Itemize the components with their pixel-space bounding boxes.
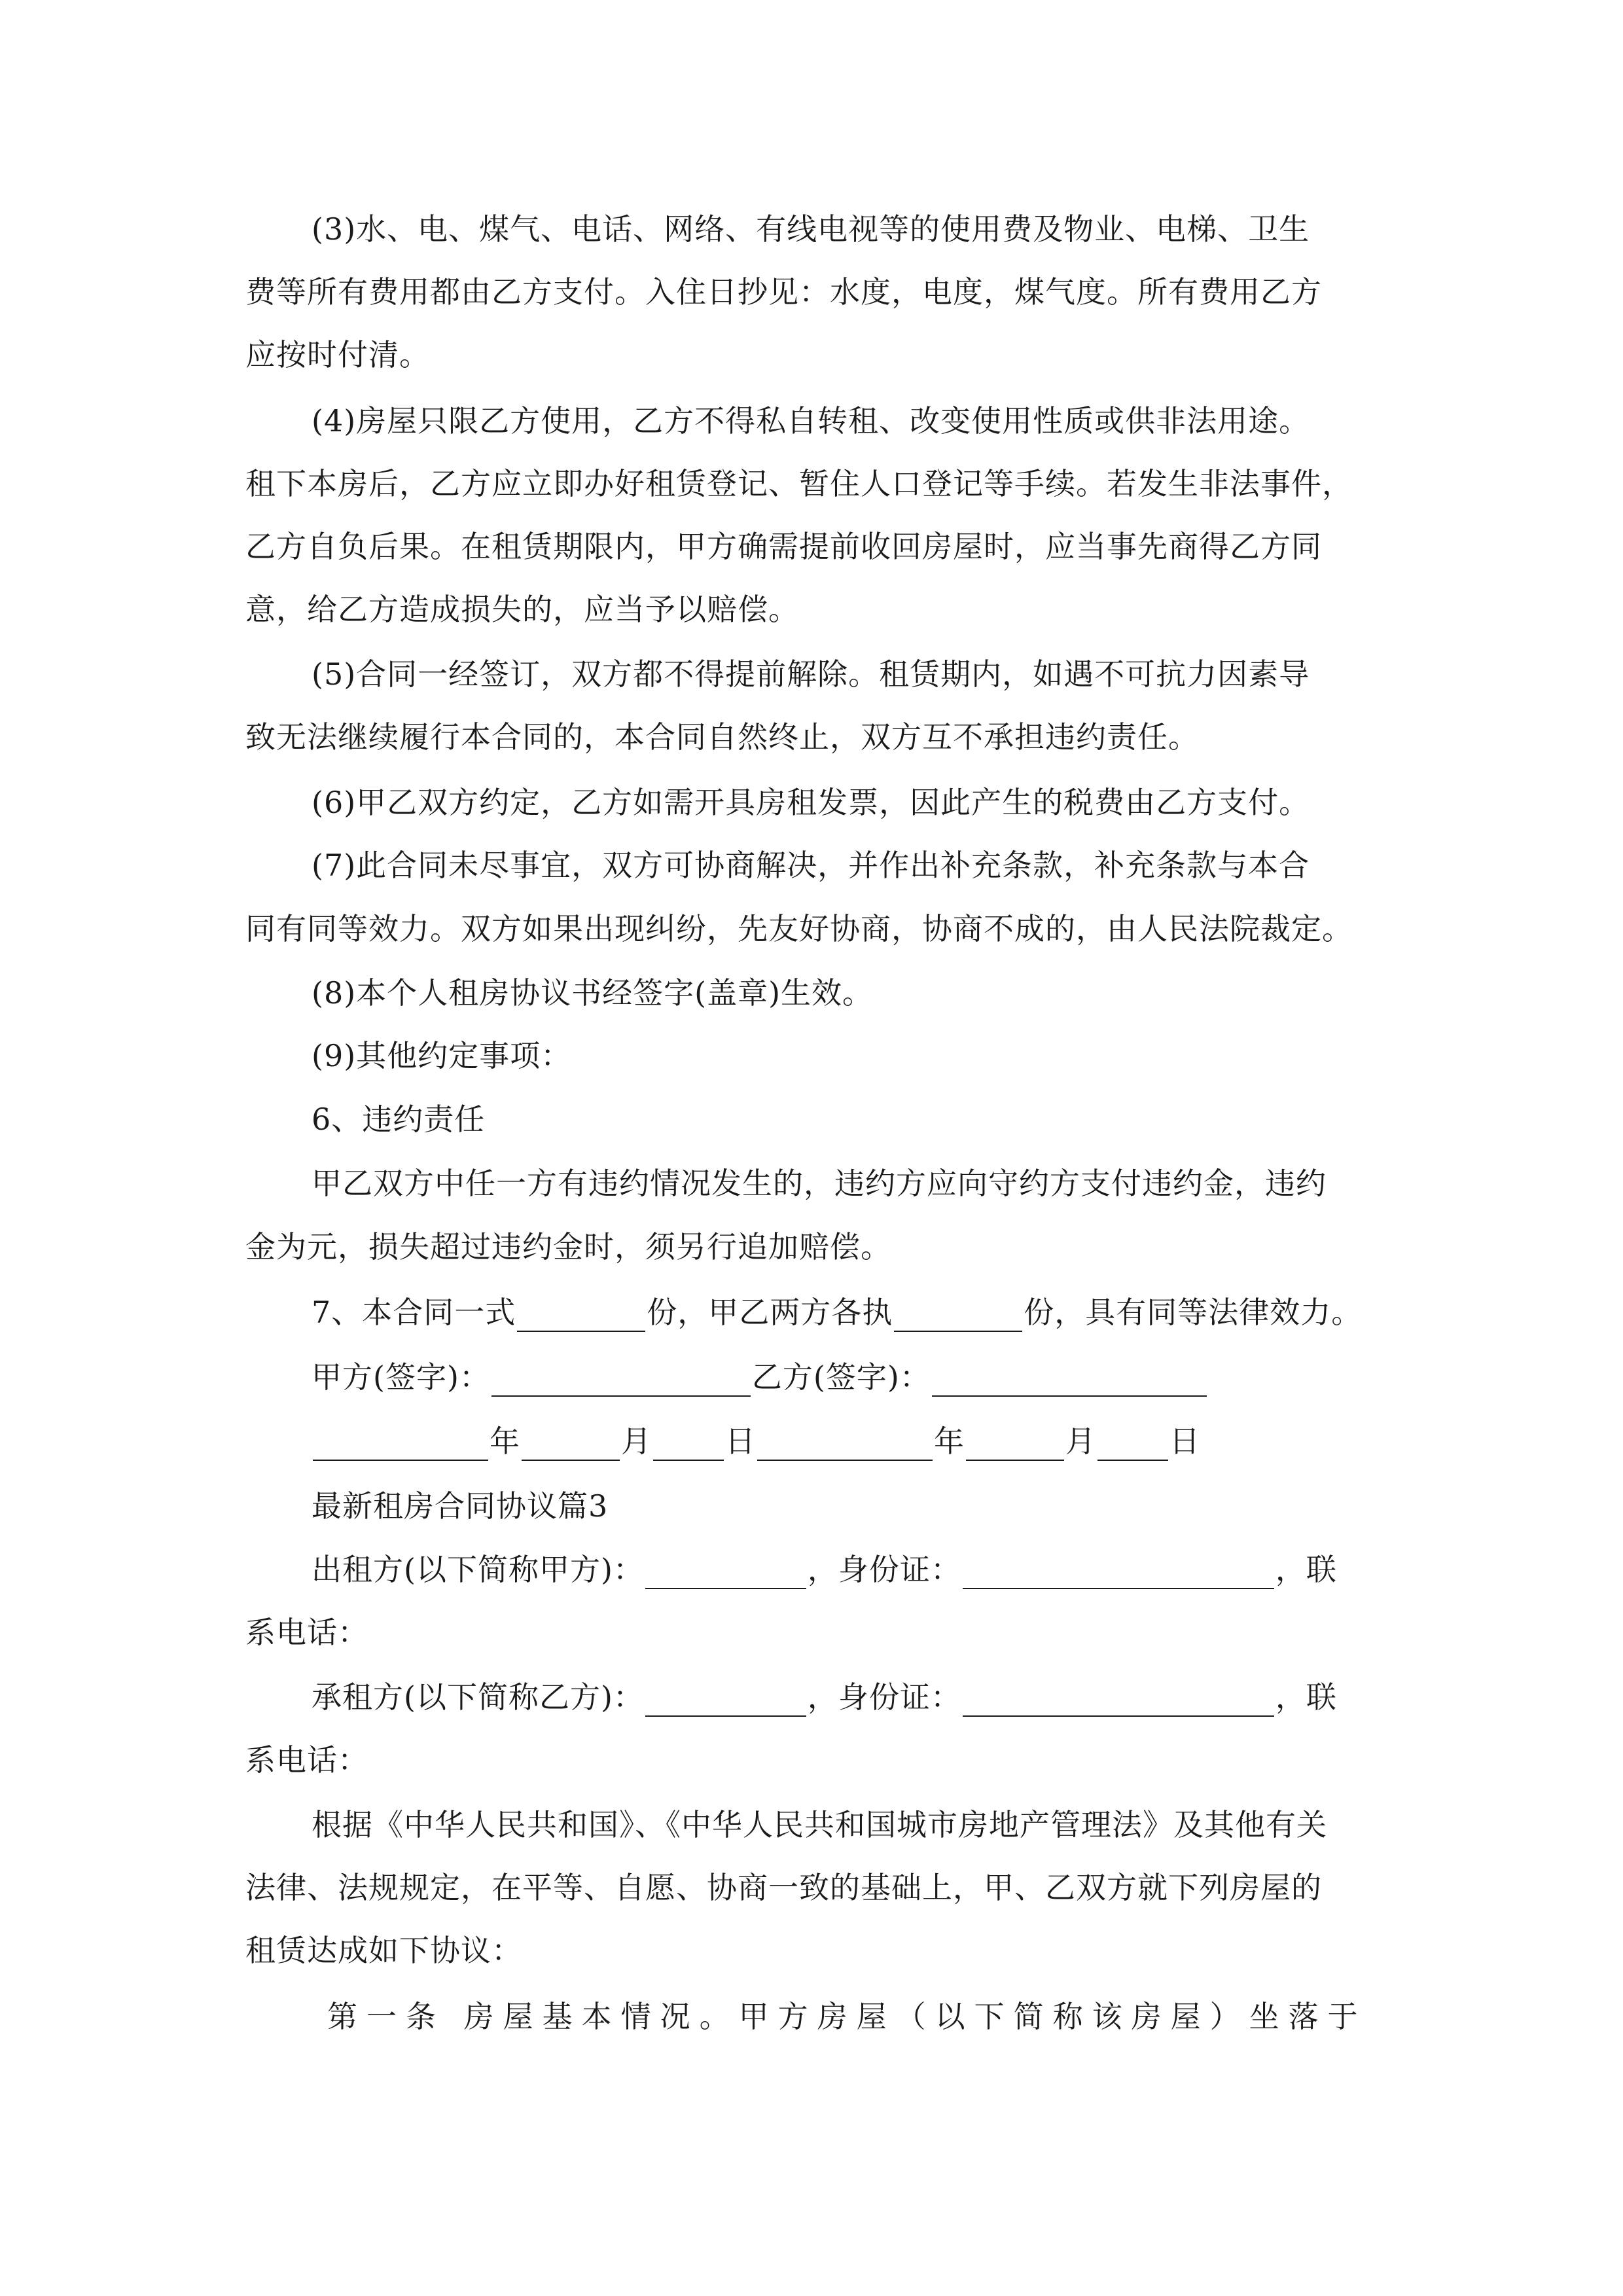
section6-body-line1: 甲乙双方中任一方有违约情况发生的，违约方应向守约方支付违约金，违约 <box>312 1166 1327 1201</box>
clause5-line1: (5)合同一经签订，双方都不得提前解除。租赁期内，如遇不可抗力因素导 <box>312 656 1310 692</box>
month-label-b: 月 <box>1065 1424 1096 1459</box>
clause6: (6)甲乙双方约定，乙方如需开具房租发票，因此产生的税费由乙方支付。 <box>312 785 1310 820</box>
lessor-name-blank[interactable] <box>645 1556 806 1589</box>
section7-part2: 份，甲乙两方各执 <box>647 1295 893 1330</box>
lessee-name-blank[interactable] <box>645 1684 806 1717</box>
lessor-phone-line: 系电话： <box>245 1615 368 1650</box>
basis-line2: 法律、法规规定，在平等、自愿、协商一致的基础上，甲、乙双方就下列房屋的 <box>245 1870 1322 1905</box>
article1-line: 第一条 房屋基本情况。甲方房屋（以下简称该房屋）坐落于 <box>327 1999 1367 2034</box>
clause3-line2: 费等所有费用都由乙方支付。入住日抄见：水度，电度，煤气度。所有费用乙方 <box>245 274 1322 310</box>
party-b-day-blank[interactable] <box>1097 1428 1168 1461</box>
lessor-phone-tail: ，联 <box>1275 1552 1337 1587</box>
year-label-b: 年 <box>934 1424 965 1459</box>
date-line <box>312 1422 1200 1461</box>
party-a-month-blank[interactable] <box>522 1428 620 1461</box>
lessee-line <box>312 1677 1337 1717</box>
lessee-id-blank[interactable] <box>963 1684 1274 1717</box>
lessor-id-label: ，身份证： <box>807 1552 961 1587</box>
party-b-month-blank[interactable] <box>966 1428 1064 1461</box>
copies-total-blank[interactable] <box>517 1299 645 1332</box>
clause4-line1: (4)房屋只限乙方使用，乙方不得私自转租、改变使用性质或供非法用途。 <box>312 403 1310 439</box>
signature-line <box>312 1357 1208 1397</box>
year-label-a: 年 <box>490 1424 520 1459</box>
clause4-line3: 乙方自负后果。在租赁期限内，甲方确需提前收回房屋时，应当事先商得乙方同 <box>245 529 1322 564</box>
section6-title: 6、违约责任 <box>312 1102 486 1137</box>
basis-line3: 租赁达成如下协议： <box>245 1933 522 1968</box>
lessee-phone-tail: ，联 <box>1275 1679 1337 1715</box>
copies-each-blank[interactable] <box>894 1299 1022 1332</box>
party-a-signature-label: 甲方(签字)： <box>312 1359 490 1395</box>
lessor-id-blank[interactable] <box>963 1556 1274 1589</box>
lessee-label: 承租方(以下简称乙方)： <box>312 1679 644 1715</box>
section7-part1: 7、本合同一式 <box>312 1295 516 1330</box>
day-label-a: 日 <box>725 1424 756 1459</box>
section7-part3: 份，具有同等法律效力。 <box>1024 1295 1363 1330</box>
party-b-signature-label: 乙方(签字)： <box>751 1359 931 1395</box>
clause8: (8)本个人租房协议书经签字(盖章)生效。 <box>312 975 874 1011</box>
day-label-b: 日 <box>1169 1424 1200 1459</box>
clause7-line1: (7)此合同未尽事宜，双方可协商解决，并作出补充条款，补充条款与本合 <box>312 848 1310 883</box>
lessee-id-label: ，身份证： <box>807 1679 961 1715</box>
lessee-phone-line: 系电话： <box>245 1742 368 1778</box>
clause4-line2: 租下本房后，乙方应立即办好租赁登记、暂住人口登记等手续。若发生非法事件， <box>245 466 1353 501</box>
section7-line <box>312 1293 1362 1332</box>
clause9: (9)其他约定事项： <box>312 1038 572 1073</box>
lessor-label: 出租方(以下简称甲方)： <box>312 1552 644 1587</box>
section6-body-line2: 金为元，损失超过违约金时，须另行追加赔偿。 <box>245 1229 891 1265</box>
clause3-line1: (3)水、电、煤气、电话、网络、有线电视等的使用费及物业、电梯、卫生 <box>312 211 1310 247</box>
clause7-line2: 同有同等效力。双方如果出现纠纷，先友好协商，协商不成的，由人民法院裁定。 <box>245 911 1353 946</box>
party-a-year-blank[interactable] <box>313 1428 488 1461</box>
section-heading-3: 最新租房合同协议篇3 <box>312 1488 609 1524</box>
basis-line1: 根据《中华人民共和国》、《中华人民共和国城市房地产管理法》及其他有关 <box>312 1807 1327 1842</box>
lessor-line <box>312 1550 1337 1589</box>
party-a-signature-blank[interactable] <box>491 1364 751 1397</box>
clause5-line2: 致无法继续履行本合同的，本合同自然终止，双方互不承担违约责任。 <box>245 719 1199 755</box>
month-label-a: 月 <box>621 1424 652 1459</box>
clause4-line4: 意，给乙方造成损失的，应当予以赔偿。 <box>245 592 799 627</box>
party-a-day-blank[interactable] <box>653 1428 724 1461</box>
party-b-year-blank[interactable] <box>757 1428 933 1461</box>
party-b-signature-blank[interactable] <box>932 1364 1207 1397</box>
clause3-line3: 应按时付清。 <box>245 337 430 372</box>
